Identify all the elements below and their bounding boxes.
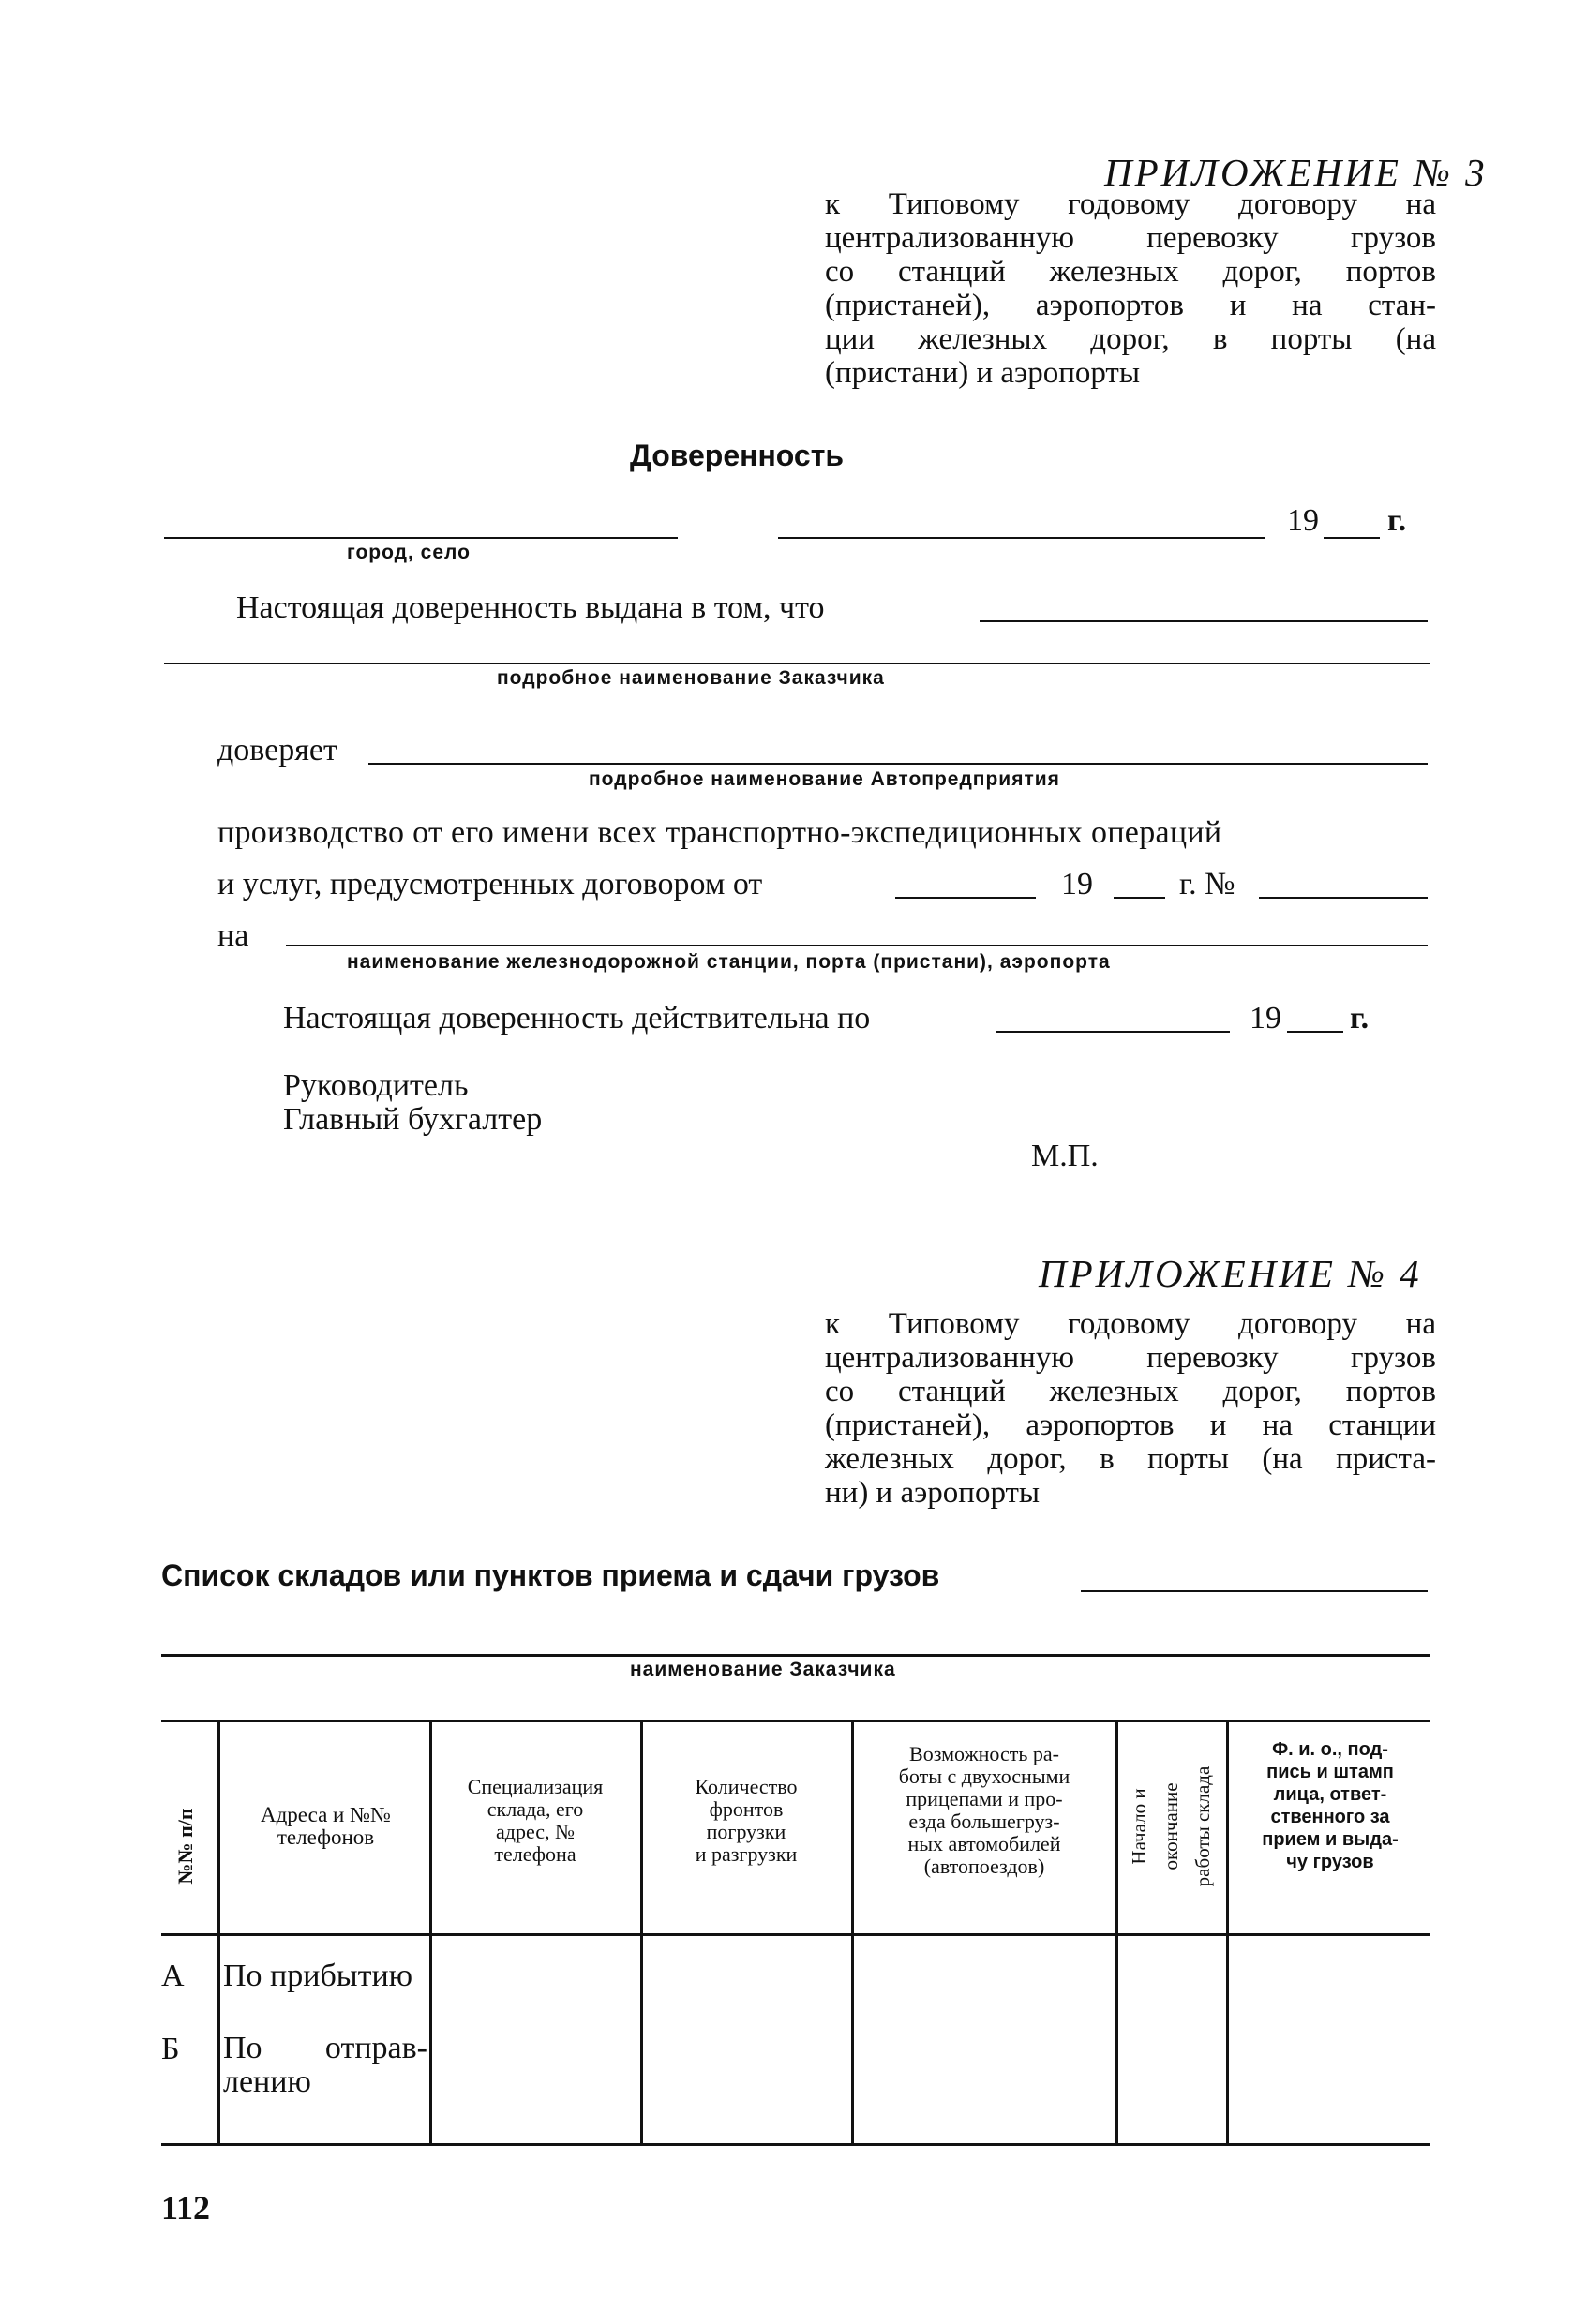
col-header-line: ственного за bbox=[1270, 1807, 1390, 1827]
valid-date-line bbox=[996, 1031, 1230, 1033]
col-header-line: езда большегруз- bbox=[908, 1810, 1060, 1833]
col-header-line: лица, ответ- bbox=[1273, 1784, 1387, 1805]
services-year-line bbox=[1114, 897, 1165, 899]
contract-number-line bbox=[1259, 897, 1428, 899]
poa-title: Доверенность bbox=[630, 439, 845, 472]
table-row-label-line: лению bbox=[223, 2064, 311, 2099]
col-header-line: фронтов bbox=[709, 1797, 784, 1821]
appendix3-heading: ПРИЛОЖЕНИЕ № 3 bbox=[1104, 151, 1488, 194]
city-line bbox=[164, 537, 678, 539]
services-year: 19 bbox=[1061, 867, 1093, 901]
appendix3-line: ции железных дорог, в порты (на bbox=[825, 322, 1436, 356]
valid-year: 19 bbox=[1250, 1001, 1281, 1035]
services-text: и услуг, предусмотренных договором от bbox=[217, 867, 763, 901]
station-caption: наименование железнодорожной станции, порта (пристани), аэропорта bbox=[347, 951, 1111, 973]
operations-text: производство от его имени всех транспортно-экспедиционных операций bbox=[217, 815, 1222, 850]
col-header-line: окончание bbox=[1160, 1782, 1182, 1870]
trusts-label: доверяет bbox=[217, 733, 337, 767]
list-customer-caption: наименование Заказчика bbox=[630, 1659, 896, 1680]
city-caption: город, село bbox=[347, 542, 471, 563]
appendix4-line: (пристаней), аэропортов и на станции bbox=[825, 1408, 1436, 1442]
col-header-line: боты с двухосными bbox=[898, 1765, 1070, 1788]
contract-date-line bbox=[895, 897, 1036, 899]
col-header-trailers bbox=[854, 1743, 1115, 1878]
customer-line bbox=[164, 663, 1430, 664]
valid-text: Настоящая доверенность действительна по bbox=[283, 1001, 871, 1035]
customer-caption: подробное наименование Заказчика bbox=[497, 667, 885, 689]
col-header-number: №№ п/п bbox=[173, 1808, 197, 1885]
appendix4-heading: ПРИЛОЖЕНИЕ № 4 bbox=[1039, 1252, 1422, 1295]
stamp-mark: М.П. bbox=[1031, 1139, 1099, 1173]
table-col-divider bbox=[1115, 1722, 1118, 2144]
col-header-line: (автопоездов) bbox=[923, 1855, 1045, 1878]
table-col-divider bbox=[217, 1722, 220, 2144]
page-number: 112 bbox=[161, 2189, 211, 2227]
table-row-mark: Б bbox=[161, 2032, 180, 2066]
col-header-line: Ф. и. о., под- bbox=[1272, 1739, 1388, 1760]
year-label: 19 bbox=[1287, 503, 1319, 538]
col-header-line: ных автомобилей bbox=[907, 1832, 1061, 1855]
appendix4-line: железных дорог, в порты (на приста- bbox=[825, 1442, 1436, 1476]
appendix4-line: централизованную перевозку грузов bbox=[825, 1341, 1436, 1375]
col-header-line: чу грузов bbox=[1286, 1852, 1374, 1872]
col-header-hours bbox=[1123, 1727, 1219, 1926]
col-header-line: прием и выда- bbox=[1262, 1829, 1399, 1850]
appendix3-text bbox=[825, 187, 1436, 390]
col-header-specialization bbox=[431, 1776, 639, 1866]
col-header-address bbox=[225, 1804, 427, 1849]
table-row-label-line: По отправ- bbox=[223, 2031, 427, 2065]
services-suffix: г. № bbox=[1179, 867, 1235, 901]
table-row-mark: А bbox=[161, 1959, 185, 1993]
col-header-line: погрузки bbox=[706, 1820, 786, 1843]
col-header-line: телефонов bbox=[277, 1825, 375, 1849]
valid-year-line bbox=[1287, 1031, 1343, 1033]
issued-line bbox=[980, 620, 1428, 622]
col-header-line: работы склада bbox=[1191, 1765, 1214, 1887]
signer-accountant: Главный бухгалтер bbox=[283, 1102, 543, 1137]
col-header-line: пись и штамп bbox=[1266, 1762, 1394, 1782]
year-line bbox=[1324, 537, 1380, 539]
enterprise-caption: подробное наименование Автопредприятия bbox=[589, 768, 1060, 790]
col-header-line: адрес, № bbox=[495, 1820, 576, 1843]
col-header-line: склада, его bbox=[487, 1797, 584, 1821]
list-title-line bbox=[1081, 1590, 1428, 1592]
table-bottom-border bbox=[161, 2143, 1430, 2146]
station-line bbox=[286, 945, 1428, 946]
col-header-line: и разгрузки bbox=[695, 1842, 798, 1866]
issued-text: Настоящая доверенность выдана в том, что bbox=[236, 590, 825, 625]
year-suffix: г. bbox=[1387, 503, 1407, 538]
col-header-fronts bbox=[643, 1776, 849, 1866]
appendix3-line: со станций железных дорог, портов bbox=[825, 255, 1436, 289]
table-top-border bbox=[161, 1720, 1430, 1722]
appendix4-text bbox=[825, 1307, 1436, 1510]
col-header-line: Возможность ра- bbox=[909, 1742, 1059, 1765]
col-header-line: телефона bbox=[494, 1842, 576, 1866]
on-label: на bbox=[217, 918, 249, 953]
valid-suffix: г. bbox=[1350, 1001, 1370, 1035]
appendix3-line: централизованную перевозку грузов bbox=[825, 221, 1436, 255]
appendix4-line: со станций железных дорог, портов bbox=[825, 1375, 1436, 1408]
table-header-border bbox=[161, 1933, 1430, 1936]
col-header-line: Адреса и №№ bbox=[261, 1803, 391, 1826]
col-header-line: Количество bbox=[695, 1775, 798, 1798]
appendix4-line: к Типовому годовому договору на bbox=[825, 1307, 1436, 1341]
col-header-line: прицепами и про- bbox=[906, 1787, 1063, 1810]
signer-head: Руководитель bbox=[283, 1068, 469, 1103]
date-line bbox=[778, 537, 1265, 539]
list-title: Список складов или пунктов приема и сдачи грузов bbox=[161, 1558, 940, 1592]
col-header-line: Специализация bbox=[467, 1775, 604, 1798]
appendix3-line: (пристаней), аэропортов и на стан- bbox=[825, 289, 1436, 322]
col-header-responsible bbox=[1232, 1738, 1429, 1873]
appendix4-line: ни) и аэропорты bbox=[825, 1476, 1041, 1510]
appendix3-line: к Типовому годовому договору на bbox=[825, 187, 1436, 221]
table-row-label: По прибытию bbox=[223, 1959, 413, 1993]
col-header-line: Начало и bbox=[1128, 1788, 1150, 1865]
table-col-divider bbox=[1226, 1722, 1229, 2144]
list-customer-line bbox=[161, 1654, 1430, 1657]
enterprise-line bbox=[368, 763, 1428, 765]
appendix3-line: (пристани) и аэропорты bbox=[825, 356, 1141, 390]
table-row-label bbox=[223, 2032, 427, 2099]
